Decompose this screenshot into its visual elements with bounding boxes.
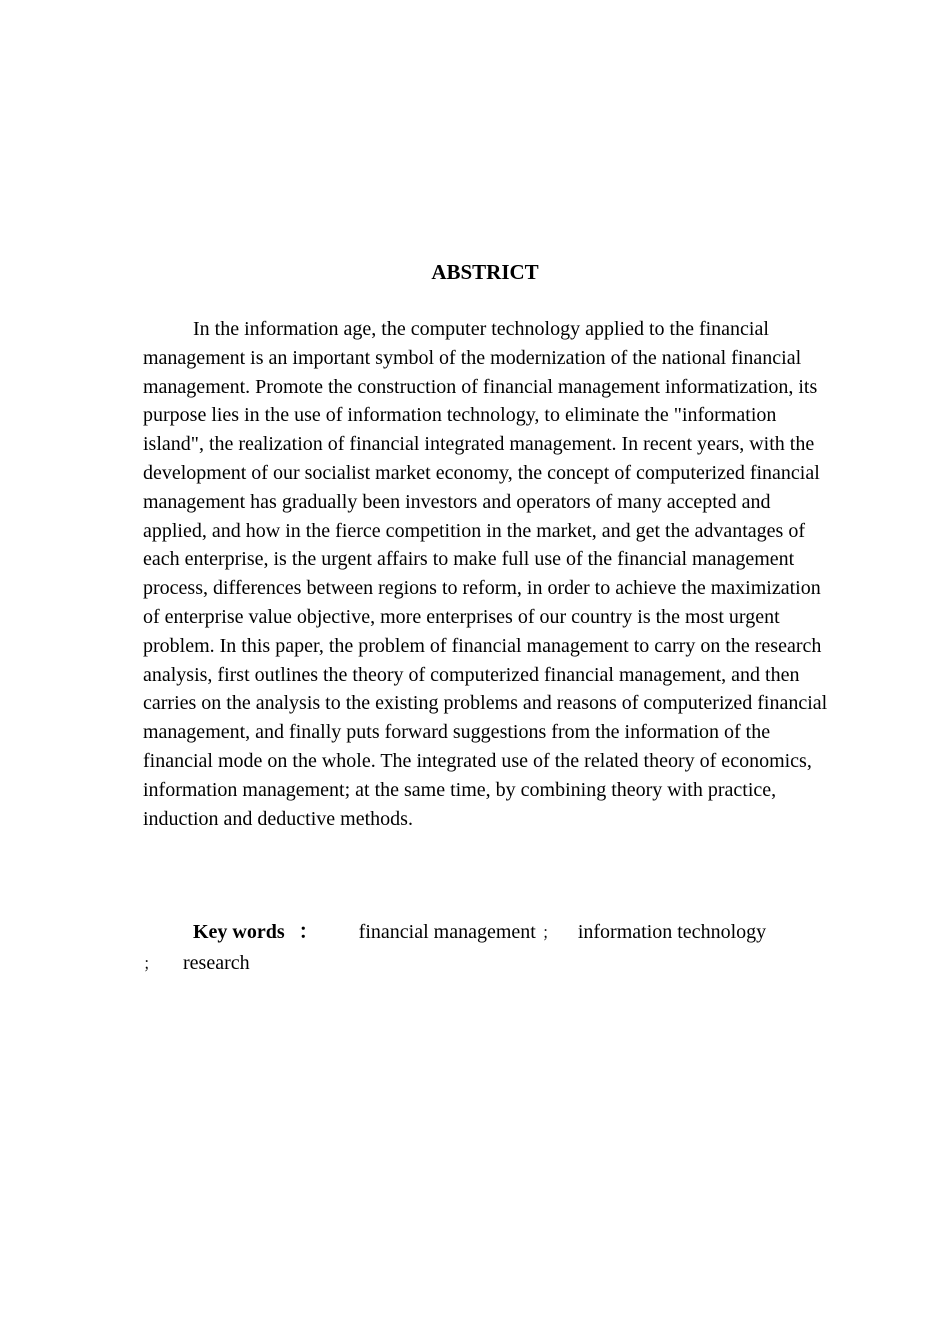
keyword-separator: ； xyxy=(541,925,558,942)
keywords-colon: ： xyxy=(298,921,319,943)
keyword-separator: ； xyxy=(143,955,160,973)
abstract-title: ABSTRICT xyxy=(431,260,539,284)
keywords-section xyxy=(143,918,833,980)
keywords-label: Key words xyxy=(193,921,285,943)
keyword-item: research xyxy=(183,951,250,974)
keyword-item: information technology xyxy=(577,921,767,943)
keyword-item: financial management xyxy=(358,921,536,943)
abstract-paragraph: In the information age, the computer technology applied to the financial management is an important symbol of the modernization of the national financial management. Promote the construction of financial management informatization, its purpose lies in the use of information technology, to eliminate the "information island", the realization of financial integrated management. In recent years, with the development of our socialist market economy, the concept of computerized financial management has gradually been investors and operators of many accepted and applied, and how in the fierce competition in the market, and get the advantages of each enterprise, is the urgent affairs to make full use of the financial management process, differences between regions to reform, in order to achieve the maximization of enterprise value objective, more enterprises of our country is the most urgent problem. In this paper, the problem of financial management to carry on the research analysis, first outlines the theory of computerized financial management, and then carries on the analysis to the existing problems and reasons of computerized financial management, and finally puts forward suggestions from the information of the financial mode on the whole. The integrated use of the related theory of economics, information management; at the same time, by combining theory with practice, induction and deductive methods. xyxy=(143,318,828,830)
